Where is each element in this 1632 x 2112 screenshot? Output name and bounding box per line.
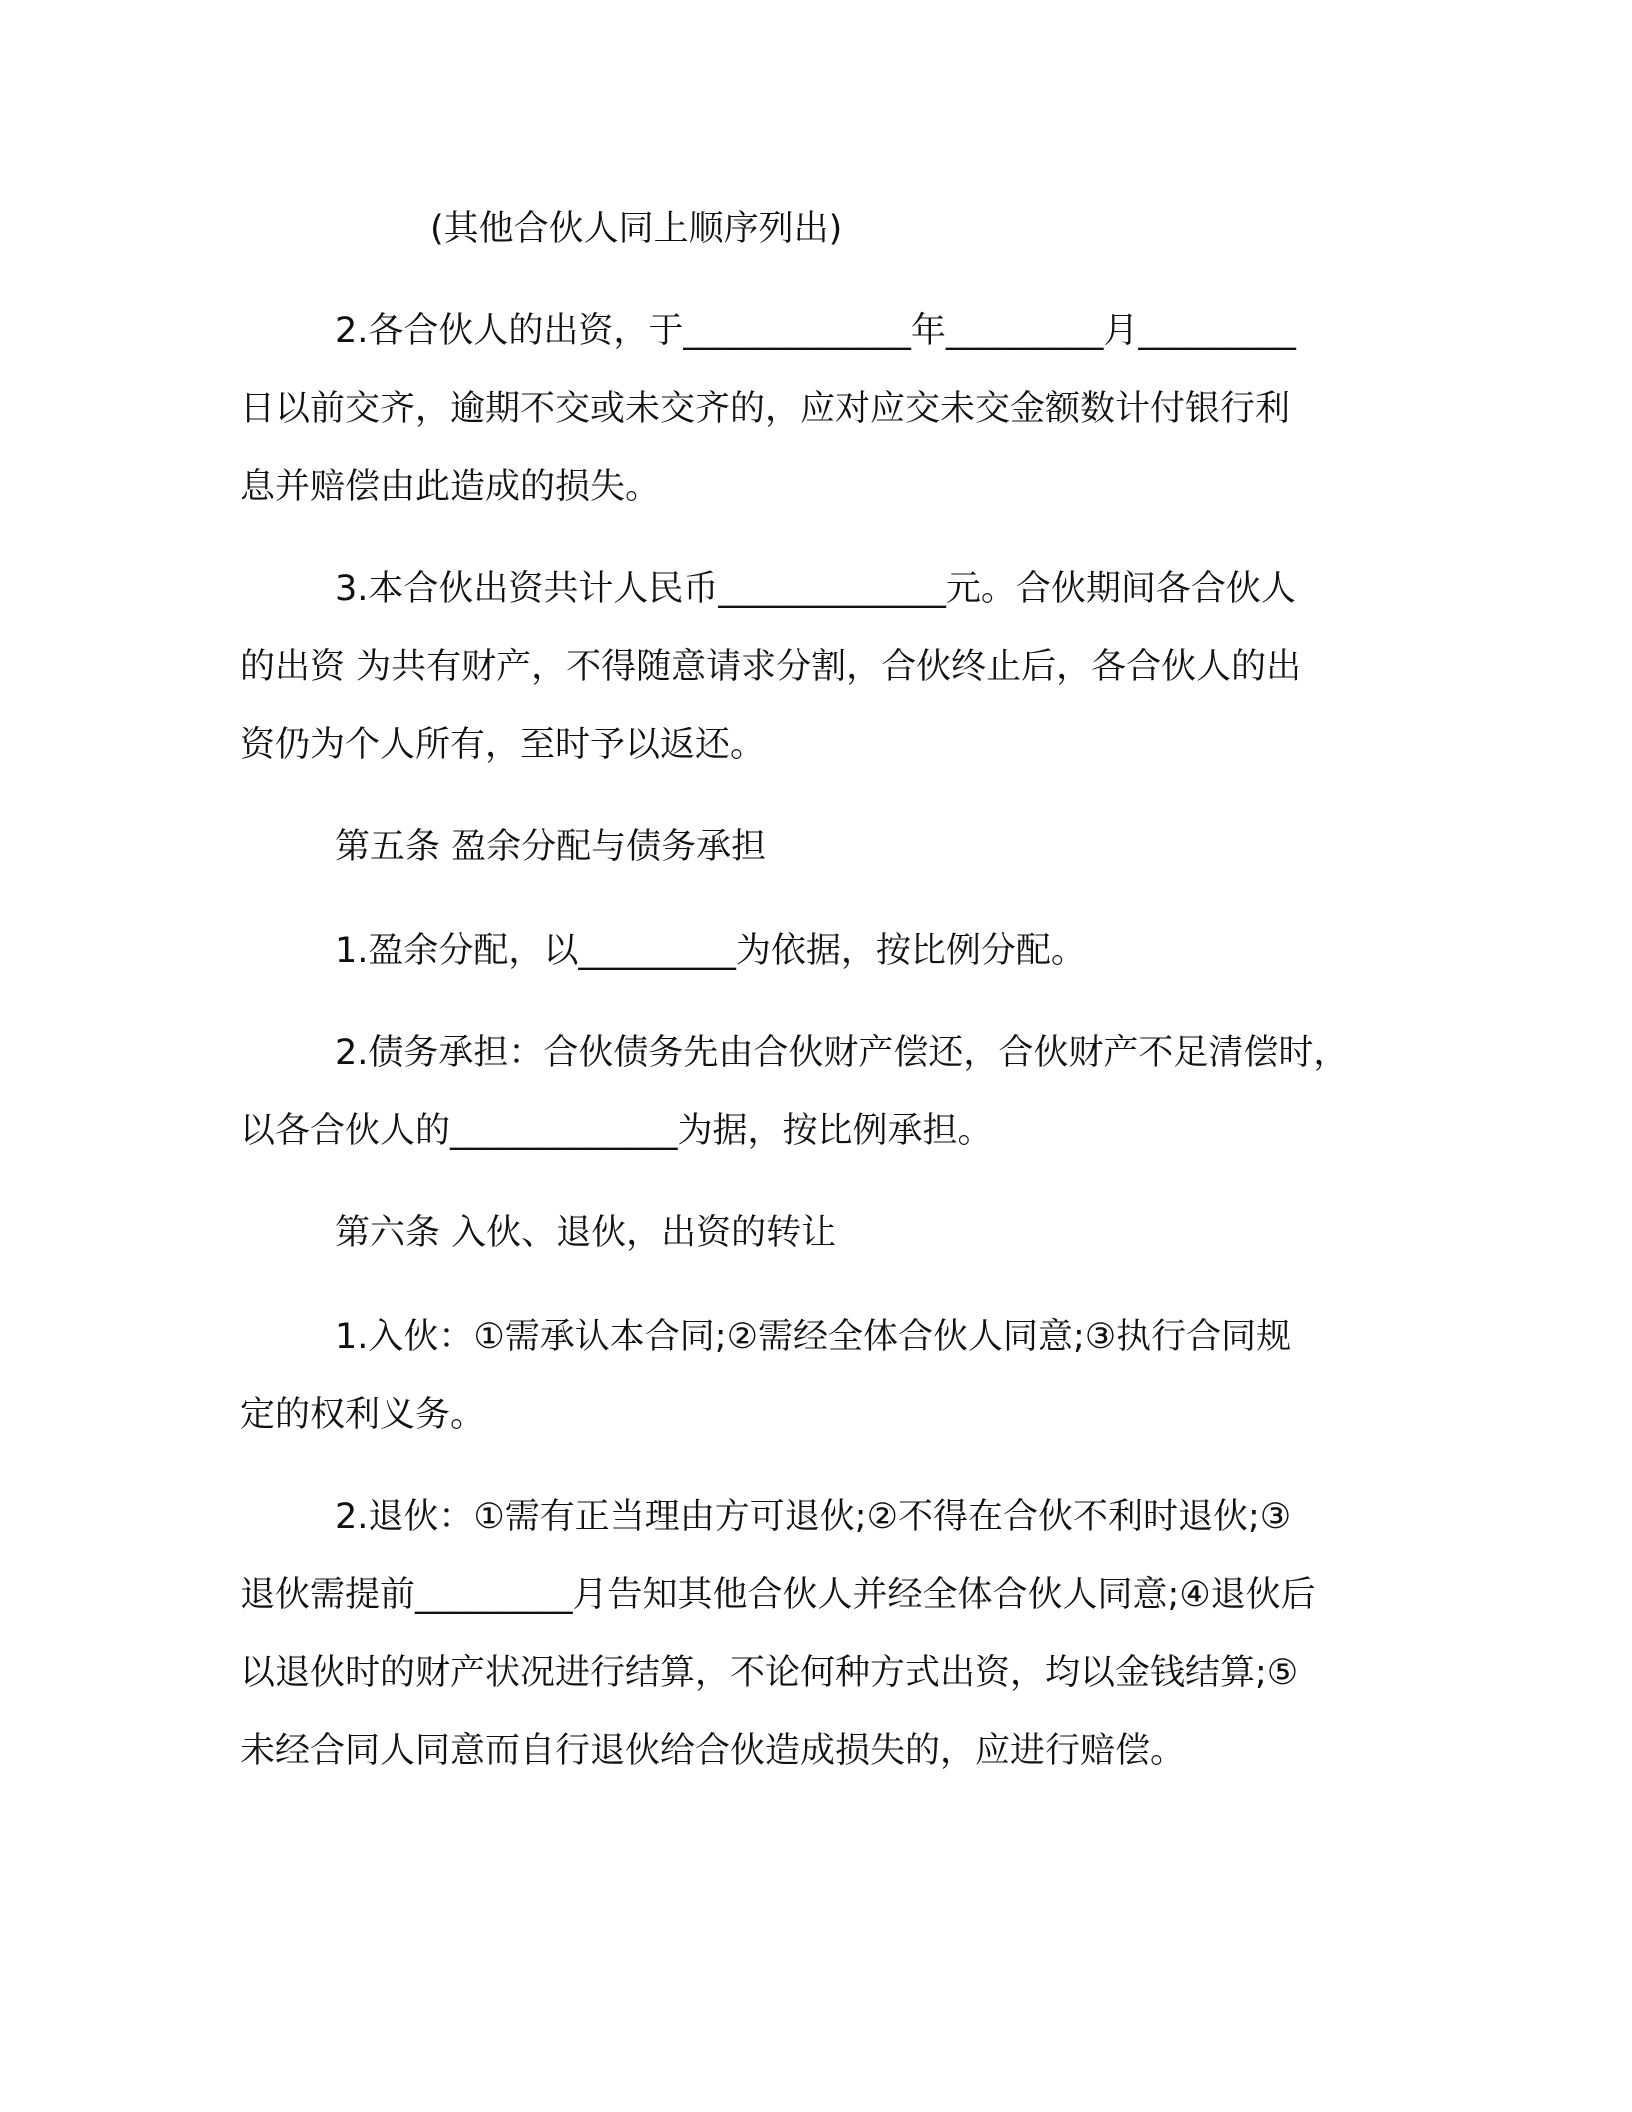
text-line: 2.各合伙人的出资，于_____________年_________月_________ — [335, 311, 1296, 351]
paragraph-contribution-deadline — [240, 292, 1400, 526]
text-line: 息并赔偿由此造成的损失。 — [240, 467, 661, 507]
document-page — [240, 190, 1400, 1814]
text-line: 的出资 为共有财产，不得随意请求分割，合伙终止后，各合伙人的出 — [240, 647, 1302, 687]
paragraph-other-partners-note — [240, 190, 1400, 268]
text-line: 以各合伙人的_____________为据，按比例承担。 — [240, 1111, 993, 1151]
article-6-heading — [240, 1194, 1400, 1272]
paragraph-debt-bearing — [240, 1014, 1400, 1170]
paragraph-profit-distribution — [240, 912, 1400, 990]
text-line: 3.本合伙出资共计人民币_____________元。合伙期间各合伙人 — [335, 569, 1296, 609]
text-line: 退伙需提前_________月告知其他合伙人并经全体合伙人同意;④退伙后 — [240, 1575, 1316, 1615]
text-line: 日以前交齐，逾期不交或未交齐的，应对应交未交金额数计付银行利 — [240, 389, 1291, 429]
text-line: 2.退伙：①需有正当理由方可退伙;②不得在合伙不利时退伙;③ — [335, 1497, 1292, 1537]
text-line: 第五条 盈余分配与债务承担 — [335, 827, 767, 867]
text-line: 2.债务承担：合伙债务先由合伙财产偿还，合伙财产不足清偿时， — [335, 1033, 1349, 1073]
paragraph-admission — [240, 1298, 1400, 1454]
text-line: 1.入伙：①需承认本合同;②需经全体合伙人同意;③执行合同规 — [335, 1317, 1292, 1357]
paragraph-total-contribution — [240, 550, 1400, 784]
text-line: 第六条 入伙、退伙，出资的转让 — [335, 1213, 837, 1253]
article-5-heading — [240, 808, 1400, 886]
paragraph-withdrawal — [240, 1478, 1400, 1790]
text-line: 1.盈余分配，以_________为依据，按比例分配。 — [335, 931, 1086, 971]
text-line: 以退伙时的财产状况进行结算，不论何种方式出资，均以金钱结算;⑤ — [240, 1653, 1299, 1693]
text-line: 未经合同人同意而自行退伙给合伙造成损失的，应进行赔偿。 — [240, 1731, 1186, 1771]
text-line: 资仍为个人所有，至时予以返还。 — [240, 725, 766, 765]
text-line: (其他合伙人同上顺序列出) — [430, 209, 843, 249]
text-line: 定的权利义务。 — [240, 1395, 486, 1435]
